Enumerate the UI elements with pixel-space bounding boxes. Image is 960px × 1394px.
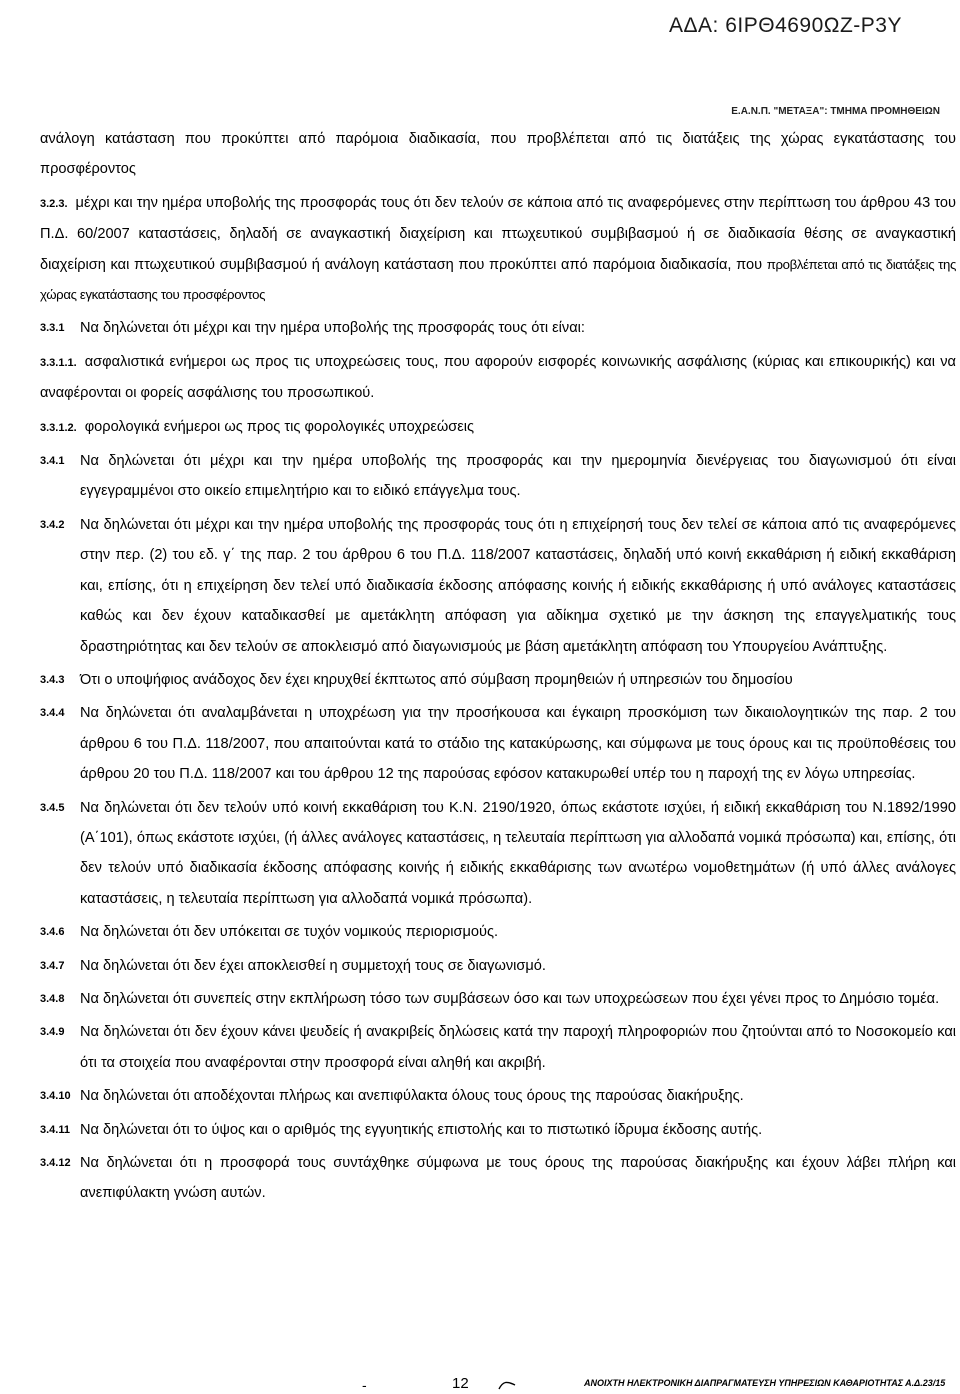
item-text: Να δηλώνεται ότι μέχρι και την ημέρα υποβολής της προσφοράς τους ότι είναι:	[80, 320, 585, 337]
item-text: Να δηλώνεται ότι δεν έχουν κάνει ψευδείς ή ανακριβείς δηλώσεις κατά την παροχή πληροφοριών που ζητούνται από το Νοσοκομείο και ότι τα στοιχεία που αναφέρονται στην προσφορά είναι αληθή και ακριβή.	[80, 1024, 956, 1071]
footer-ornament-icon	[498, 1379, 516, 1391]
item-text: Να δηλώνεται ότι αναλαμβάνεται η υποχρέωση για την προσήκουσα και έγκαιρη προσκόμιση των δικαιολογητικών της παρ. 2 του άρθρου 6 του Π.Δ. 118/2007, που απαιτούνται κατά το στάδιο της κατακύρωσης, και σύμφωνα με τους όρους και τις προϋποθέσεις του άρθρου 20 του Π.Δ. 118/2007 και του άρθρου 12 της παρούσας εφόσον κατακυρωθεί υπέρ του η παροχή της εν λόγω υπηρεσίας.	[80, 705, 956, 783]
footer-dash: -	[362, 1377, 367, 1393]
section-number: 3.3.1.1.	[40, 356, 77, 369]
list-item	[40, 984, 956, 1014]
list-item	[40, 313, 956, 343]
list-item	[40, 951, 956, 981]
item-text: Να δηλώνεται ότι δεν υπόκειται σε τυχόν νομικούς περιορισμούς.	[80, 924, 499, 941]
list-item	[40, 917, 956, 947]
list-item	[40, 1017, 956, 1078]
list-item	[40, 665, 956, 695]
list-item	[40, 510, 956, 662]
section-number: 3.3.1.2.	[40, 421, 77, 434]
list-item	[40, 1115, 956, 1145]
item-text: Να δηλώνεται ότι δεν τελούν υπό κοινή εκκαθάριση του Κ.Ν. 2190/1920, όπως εκάστοτε ισχύει, ή ειδική εκκαθάριση του Ν.1892/1990 (Α΄101), όπως εκάστοτε ισχύει, (ή άλλες ανάλογες καταστάσεις, η τελευταία περίπτωση για αλλοδαπά νομικά πρόσωπα) και, επίσης, ότι δεν τελούν υπό διαδικασία έκδοσης απόφασης κοινής ή ειδικής εκκαθάρισης των ανωτέρω νομοθετημάτων (ή υπό άλλες ανάλογες καταστάσεις, η τελευταία περίπτωση για αλλοδαπά νομικά πρόσωπα).	[80, 799, 956, 907]
item-text: Να δηλώνεται ότι συνεπείς στην εκπλήρωση τόσο των συμβάσεων όσο και των υποχρεώσεων που έχει γένει προς το Δημόσιο τομέα.	[80, 990, 940, 1007]
list-item	[40, 793, 956, 915]
section-number: 3.4.10	[40, 1090, 71, 1103]
paragraph-text: μέχρι και την ημέρα υποβολής της προσφοράς τους ότι δεν τελούν σε κάποια από τις αναφερόμενες στην περίπτωση του άρθρου 43 του Π.Δ. 60/2007 καταστάσεις, δηλαδή σε αναγκαστική διαχείριση και πτωχευτικού συμβιβασμού ή σε διαδικασία θέσης σε αναγκαστική διαχείριση και πτωχευτικού συμβιβασμού ή ανάλογη κατάσταση που προκύπτει από παρόμοια διαδικασία, που	[40, 194, 956, 273]
section-number: 3.4.7	[40, 959, 65, 972]
document-body	[40, 124, 956, 1212]
item-text: Να δηλώνεται ότι αποδέχονται πλήρως και ανεπιφύλακτα όλους τους όρους της παρούσας διακήρυξης.	[80, 1088, 744, 1105]
section-number: 3.4.3	[40, 673, 65, 686]
item-text: Να δηλώνεται ότι μέχρι και την ημέρα υποβολής της προσφοράς τους ότι η επιχείρησή τους δεν τελεί σε κάποια από τις αναφερόμενες στην περ. (2) του εδ. γ΄ της παρ. 2 του άρθρου 6 του Π.Δ. 118/2007 καταστάσεις, δηλαδή υπό κοινή εκκαθάριση ή ειδική εκκαθάριση και, επίσης, ότι η επιχείρηση δεν τελεί υπό διαδικασία έκδοσης απόφασης κοινής ή ειδικής εκκαθάρισης ή υπό ανάλογες καταστάσεις καθώς και δεν έχουν καταδικασθεί με αμετάκλητη απόφαση για αδίκημα σχετικό με την άσκηση της επαγγελματικής τους δραστηριότητας και δεν τελούν σε αποκλεισμό από διαγωνισμούς με βάση αμετάκλητη απόφαση του Υπουργείου Ανάπτυξης.	[80, 516, 956, 655]
section-number: 3.4.4	[40, 707, 65, 720]
page-number: 12	[452, 1375, 469, 1392]
list-item	[40, 446, 956, 507]
item-text: φορολογικά ενήμεροι ως προς τις φορολογικές υποχρεώσεις	[84, 418, 475, 435]
section-number: 3.4.11	[40, 1123, 70, 1136]
department-header: Ε.Α.Ν.Π. "ΜΕΤΑΞΑ": ΤΜΗΜΑ ΠΡΟΜΗΘΕΙΩΝ	[731, 106, 940, 117]
item-text: Να δηλώνεται ότι η προσφορά τους συντάχθηκε σύμφωνα με τους όρους της παρούσας διακήρυξης και έχουν λάβει πλήρη και ανεπιφύλακτη γνώση αυτών.	[80, 1155, 956, 1202]
section-number: 3.4.5	[40, 801, 65, 814]
list-item	[40, 1081, 956, 1111]
item-text: Ότι ο υποψήφιος ανάδοχος δεν έχει κηρυχθεί έκπτωτος από σύμβαση προμηθειών ή υπηρεσιών του δημοσίου	[80, 671, 793, 688]
item-text: Να δηλώνεται ότι το ύψος και ο αριθμός της εγγυητικής επιστολής και το πιστωτικό ίδρυμα έκδοσης αυτής.	[80, 1121, 763, 1138]
item-text: Να δηλώνεται ότι μέχρι και την ημέρα υποβολής της προσφοράς και την ημερομηνία διενέργειας του διαγωνισμού ότι είναι εγγεγραμμένοι στο οικείο επιμελητήριο και το ειδικό επάγγελμα τους.	[80, 453, 956, 500]
paragraph	[40, 412, 956, 443]
paragraph-text: προβλέπεται από τις διατάξεις της χώρας εγκατάστασης του προσφέροντος	[40, 256, 956, 303]
section-number: 3.3.1	[40, 322, 65, 335]
list-item	[40, 698, 956, 789]
item-text: Να δηλώνεται ότι δεν έχει αποκλεισθεί η συμμετοχή τους σε διαγωνισμό.	[80, 957, 546, 974]
section-number: 3.4.2	[40, 518, 65, 531]
section-number: 3.4.6	[40, 926, 65, 939]
page-footer	[0, 1377, 960, 1394]
list-item	[40, 1148, 956, 1209]
footer-title: ΑΝΟΙΧΤΗ ΗΛΕΚΤΡΟΝΙΚΗ ΔΙΑΠΡΑΓΜΑΤΕΥΣΗ ΥΠΗΡΕΣΙΩΝ ΚΑΘΑΡΙΟΤΗΤΑΣ Α.Δ.23/15	[584, 1378, 946, 1388]
section-number: 3.2.3.	[40, 197, 68, 210]
paragraph: ανάλογη κατάσταση που προκύπτει από παρόμοια διαδικασία, που προβλέπεται από τις διατάξεις της χώρας εγκατάστασης του προσφέροντος	[40, 131, 956, 178]
paragraph	[40, 347, 956, 409]
section-number: 3.4.12	[40, 1157, 71, 1169]
paragraph	[40, 188, 956, 311]
item-text: ασφαλιστικά ενήμεροι ως προς τις υποχρεώσεις τους, που αφορούν εισφορές κοινωνικής ασφάλισης (κύριας και επικουρικής) και να αναφέρονται οι φορείς ασφάλισης του προσωπικού.	[40, 353, 956, 402]
section-number: 3.4.9	[40, 1026, 65, 1039]
section-number: 3.4.1	[40, 455, 65, 468]
ada-code: ΑΔΑ: 6ΙΡΘ4690ΩΖ-Ρ3Υ	[669, 14, 902, 37]
section-number: 3.4.8	[40, 992, 65, 1005]
